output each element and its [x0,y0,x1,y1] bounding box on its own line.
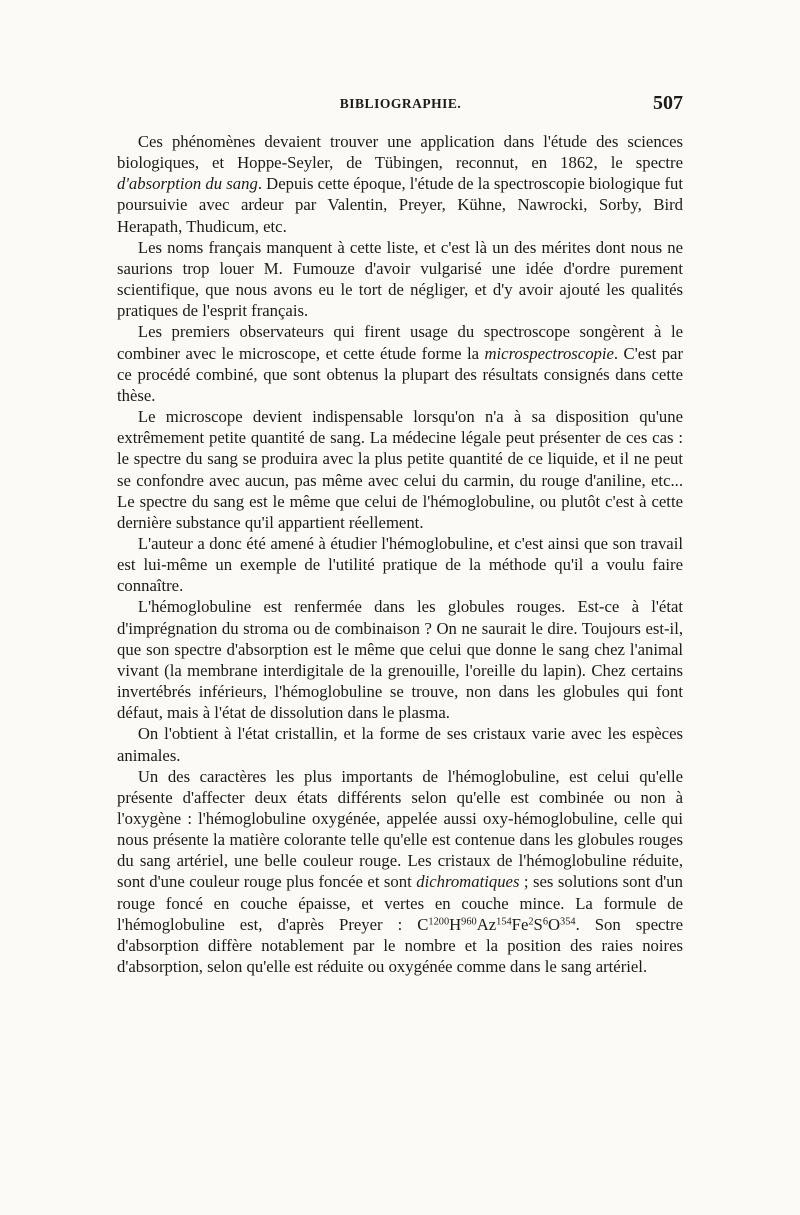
chemical-formula: $C^{1200}H^{960}Az^{154}Fe^2S^6O^{354}$ [417,914,576,934]
page-header [118,92,683,124]
paragraph-4: Le microscope devient indispensable lorsqu'on n'a à sa disposition qu'une extrêmement petite quantité de sang. La médecine légale peut présenter de ces cas : le spectre du sang se produira avec la plus petite quantité de ce liquide, et il ne peut se confondre avec aucun, pas même avec celui du carmin, du rouge d'aniline, etc... Le spectre du sang est le même que celui de l'hémoglobuline, ou plutôt c'est à cette dernière substance qu'il appartient réellement. [117,407,683,532]
paragraph-7: On l'obtient à l'état cristallin, et la forme de ses cristaux varie avec les espèces animales. [117,724,683,765]
paragraph-8: Un des caractères les plus importants de l'hémoglobuline, est celui qu'elle présente d'affecter deux états différents selon qu'elle est combinée ou non à l'oxygène : l'hémoglobuline oxygénée, appelée aussi oxy-hémoglobuline, celle qui nous présente la matière colorante telle qu'elle est contenue dans les globules rouges du sang artériel, une belle couleur rouge. Les cristaux de l'hémoglobuline réduite, sont d'une couleur rouge plus foncée et sont dichromatiques ; ses solutions sont d'un rouge foncé en couche épaisse, et vertes en couche mince. La formule de l'hémoglobuline est, d'après Preyer : $C^{1200}H^{960}Az^{154}Fe^2S^6O^{354}$. Son spectre d'absorption diffère notablement par le nombre et la position des raies noires d'absorption, selon qu'elle est réduite ou oxygénée comme dans le sang artériel. [117,766,683,977]
body-text [117,131,683,977]
paragraph-2: Les noms français manquent à cette liste, et c'est là un des mérites dont nous ne saurions trop louer M. Fumouze d'avoir vulgarisé une idée d'ordre purement scientifique, que nous avons eu le tort de négliger, et d'y avoir ajouté les qualités pratiques de l'esprit français. [117,237,683,321]
paragraph-6: L'hémoglobuline est renfermée dans les globules rouges. Est-ce à l'état d'imprégnation du stroma ou de combinaison ? On ne saurait le dire. Toujours est-il, que son spectre d'absorption est le même que celui que donne le sang chez l'animal vivant (la membrane interdigitale de la grenouille, l'oreille du lapin). Chez certains invertébrés inférieurs, l'hémoglobuline se trouve, non dans les globules qui font défaut, mais à l'état de dissolution dans le plasma. [117,597,683,723]
page-number: 507 [653,92,683,114]
paragraph-3: Les premiers observateurs qui firent usage du spectroscope songèrent à le combiner avec le microscope, et cette étude forme la microspectroscopie. C'est par ce procédé combiné, que sont obtenus la plupart des résultats consignés dans cette thèse. [117,322,684,405]
italic-term: microspectroscopie [484,343,614,363]
italic-term: dichromatiques [416,872,520,892]
italic-term: d'absorption du sang [117,174,258,194]
paragraph-5: L'auteur a donc été amené à étudier l'hémoglobuline, et c'est ainsi que son travail est lui-même un exemple de l'utilité pratique de la méthode qu'il a voulu faire connaître. [117,533,683,596]
paragraph-1: Ces phénomènes devaient trouver une application dans l'étude des sciences biologiques, et Hoppe-Seyler, de Tübingen, reconnut, en 1862, le spectre d'absorption du sang. Depuis cette époque, l'étude de la spectroscopie biologique fut poursuivie avec ardeur par Valentin, Preyer, Kühne, Nawrocki, Sorby, Bird Herapath, Thudicum, etc. [117,132,683,236]
running-title: BIBLIOGRAPHIE. [339,96,462,111]
